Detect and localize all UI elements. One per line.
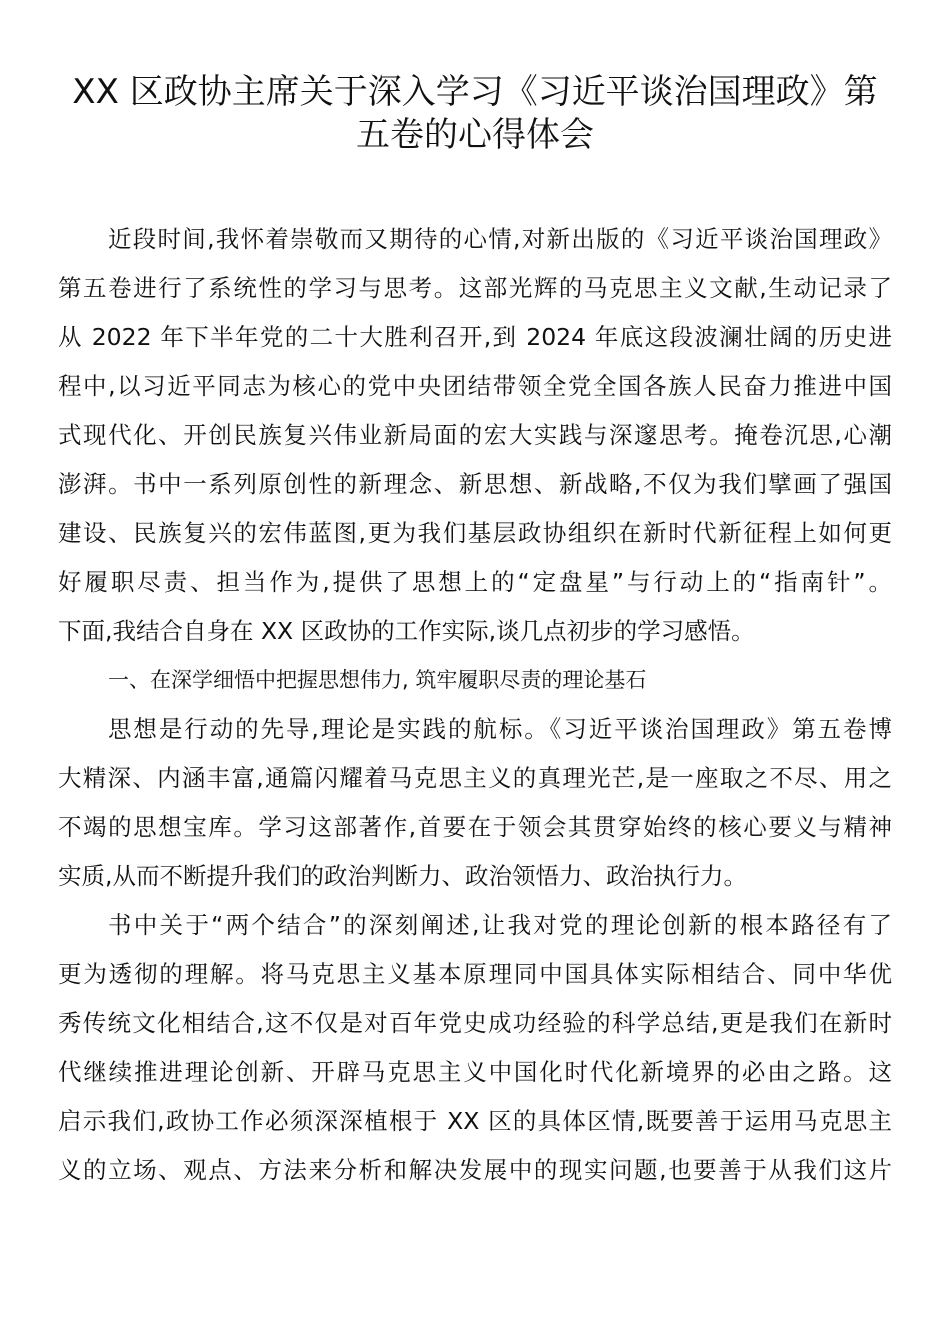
paragraph-line: 代继续推进理论创新、开辟马克思主义中国化时代化新境界的必由之路。这 bbox=[58, 1058, 892, 1086]
paragraph-line: 式现代化、开创民族复兴伟业新局面的宏大实践与深邃思考。掩卷沉思,心潮 bbox=[58, 421, 892, 449]
paragraph-line: 近段时间,我怀着崇敬而又期待的心情,对新出版的《习近平谈治国理政》 bbox=[108, 225, 892, 253]
paragraph-line: 书中关于“两个结合”的深刻阐述,让我对党的理论创新的根本路径有了 bbox=[108, 911, 892, 939]
section-heading: 一、在深学细悟中把握思想伟力, 筑牢履职尽责的理论基石 bbox=[108, 668, 647, 692]
paragraph-line: 好履职尽责、担当作为,提供了思想上的“定盘星”与行动上的“指南针”。 bbox=[58, 568, 892, 596]
paragraph-line: 秀传统文化相结合,这不仅是对百年党史成功经验的科学总结,更是我们在新时 bbox=[58, 1009, 892, 1037]
paragraph-line: 第五卷进行了系统性的学习与思考。这部光辉的马克思主义文献,生动记录了 bbox=[58, 274, 892, 302]
paragraph-line: 义的立场、观点、方法来分析和解决发展中的现实问题,也要善于从我们这片 bbox=[58, 1156, 892, 1184]
paragraph-line: 澎湃。书中一系列原创性的新理念、新思想、新战略,不仅为我们擘画了强国 bbox=[58, 470, 892, 498]
paragraph-line: 大精深、内涵丰富,通篇闪耀着马克思主义的真理光芒,是一座取之不尽、用之 bbox=[58, 764, 892, 792]
paragraph-line: 建设、民族复兴的宏伟蓝图,更为我们基层政协组织在新时代新征程上如何更 bbox=[58, 519, 892, 547]
paragraph-line: 更为透彻的理解。将马克思主义基本原理同中国具体实际相结合、同中华优 bbox=[58, 960, 892, 988]
document-title-line-2: 五卷的心得体会 bbox=[356, 115, 594, 155]
paragraph-line: 程中,以习近平同志为核心的党中央团结带领全党全国各族人民奋力推进中国 bbox=[58, 372, 892, 400]
document-title-line-1: XX 区政协主席关于深入学习《习近平谈治国理政》第 bbox=[72, 72, 878, 112]
paragraph-line: 下面,我结合自身在 XX 区政协的工作实际,谈几点初步的学习感悟。 bbox=[58, 617, 755, 645]
paragraph-line: 不竭的思想宝库。学习这部著作,首要在于领会其贯穿始终的核心要义与精神 bbox=[58, 813, 892, 841]
paragraph-line: 实质,从而不断提升我们的政治判断力、政治领悟力、政治执行力。 bbox=[58, 862, 747, 890]
paragraph-line: 思想是行动的先导,理论是实践的航标。《习近平谈治国理政》第五卷博 bbox=[108, 715, 892, 743]
paragraph-line: 从 2022 年下半年党的二十大胜利召开,到 2024 年底这段波澜壮阔的历史进 bbox=[58, 323, 892, 351]
paragraph-line: 启示我们,政协工作必须深深植根于 XX 区的具体区情,既要善于运用马克思主 bbox=[58, 1107, 892, 1135]
